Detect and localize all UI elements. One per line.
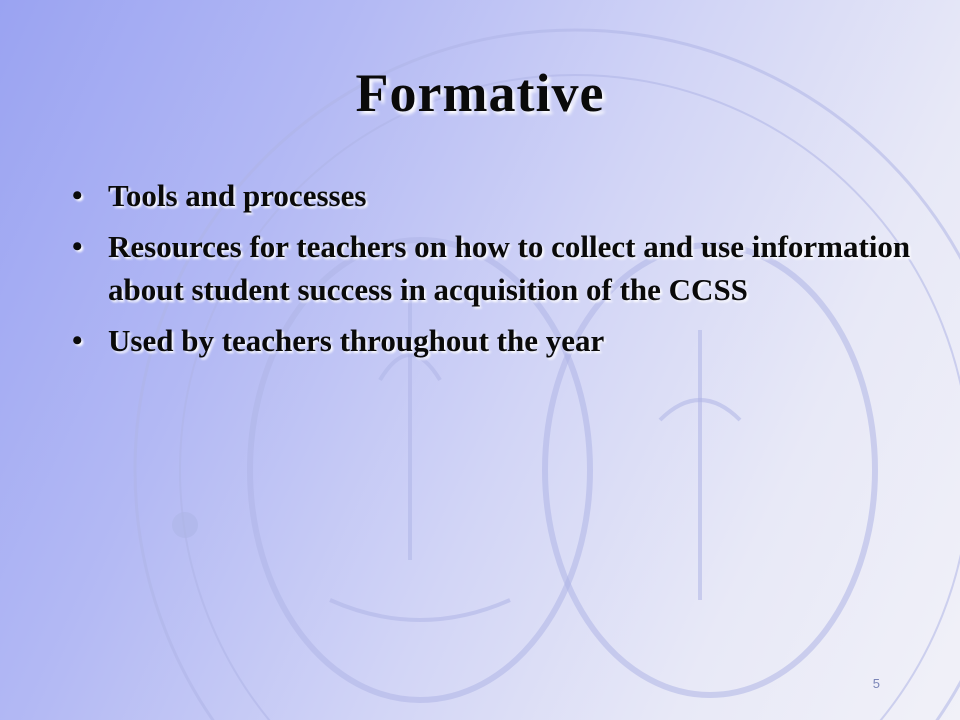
bullet-text: Resources for teachers on how to collect and use information about student success in acquisition of the CCSS [108,229,911,307]
bullet-dot-icon: • [72,324,83,357]
bullet-text: Tools and processes [108,178,367,213]
slide-title: Formative [355,63,605,123]
bullet-item [72,225,912,311]
page-number: 5 [872,676,880,691]
bullet-dot-icon: • [72,179,83,212]
bullet-dot-icon: • [72,230,83,263]
bullet-item [72,319,912,362]
bullet-list [72,174,912,370]
bullet-item [72,174,912,217]
bullet-text: Used by teachers throughout the year [108,323,605,358]
